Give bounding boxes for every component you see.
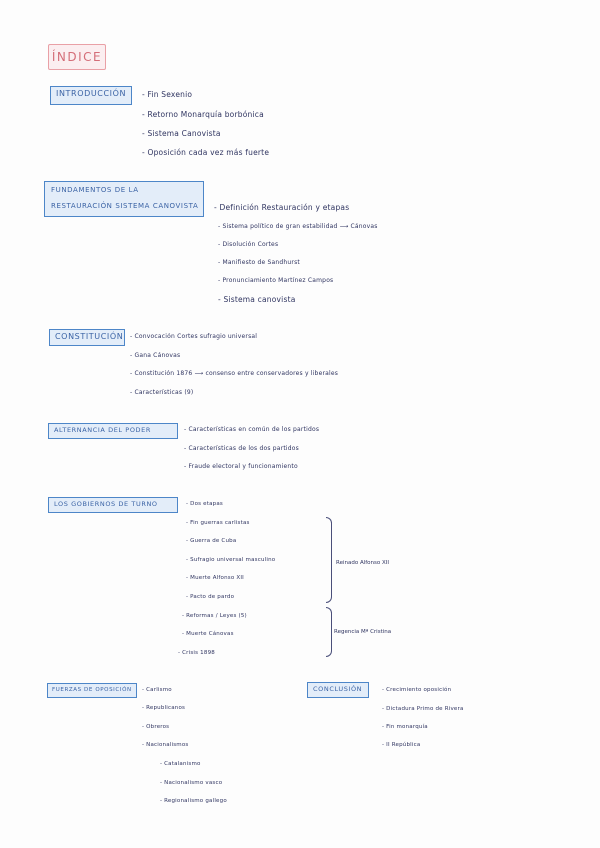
section-gobiernos-label: LOS GOBIERNOS DE TURNO	[48, 497, 178, 513]
alternancia-item-2: - Características de los dos partidos	[184, 445, 299, 452]
constitucion-item-3: - Constitución 1876 ⟶ consenso entre conservadores y liberales	[130, 370, 339, 377]
gobiernos-item-2: - Fin guerras carlistas	[186, 520, 250, 526]
intro-item-1: - Fin Sexenio	[142, 90, 193, 99]
section-intro-label: INTRODUCCIÓN	[50, 86, 132, 105]
conclusion-item-1: - Crecimiento oposición	[382, 687, 452, 693]
gobiernos-item-3: - Guerra de Cuba	[186, 538, 237, 544]
fundamentos-item-5: - Pronunciamiento Martínez Campos	[218, 277, 334, 284]
section-fundamentos-label	[44, 181, 204, 217]
constitucion-item-1: - Convocación Cortes sufragio universal	[130, 333, 258, 340]
oposicion-item-2: - Republicanos	[142, 705, 186, 711]
intro-item-3: - Sistema Canovista	[142, 129, 221, 138]
gobiernos-item-1: - Dos etapas	[186, 501, 223, 507]
oposicion-subitem-3: - Regionalismo gallego	[160, 798, 227, 804]
constitucion-item-4: - Características (9)	[130, 389, 194, 396]
brace-regencia-label: Regencia Mª Cristina	[334, 629, 392, 635]
conclusion-item-2: - Dictadura Primo de Rivera	[382, 706, 464, 712]
fundamentos-item-2: - Sistema político de gran estabilidad ⟶ Cánovas	[218, 223, 378, 230]
gobiernos-item-4: - Sufragio universal masculino	[186, 557, 276, 563]
gobiernos-item-5: - Muerte Alfonso XII	[186, 575, 244, 581]
section-constitucion-label: CONSTITUCIÓN	[49, 329, 125, 346]
fundamentos-item-3: - Disolución Cortes	[218, 241, 279, 248]
fundamentos-item-4: - Manifiesto de Sandhurst	[218, 259, 300, 266]
brace-reinado-label: Reinado Alfonso XII	[336, 560, 390, 566]
oposicion-item-4: - Nacionalismos	[142, 742, 189, 748]
intro-item-2: - Retorno Monarquía borbónica	[142, 110, 264, 119]
oposicion-subitem-2: - Nacionalismo vasco	[160, 780, 223, 786]
conclusion-item-4: - II República	[382, 742, 421, 748]
gobiernos-item-9: - Crisis 1898	[178, 650, 215, 656]
alternancia-item-1: - Características en común de los partidos	[184, 426, 320, 433]
alternancia-item-3: - Fraude electoral y funcionamiento	[184, 463, 298, 470]
conclusion-item-3: - Fin monarquía	[382, 724, 428, 730]
section-alternancia-label: ALTERNANCIA DEL PODER	[48, 423, 178, 439]
fundamentos-item-1: - Definición Restauración y etapas	[214, 203, 350, 212]
oposicion-subitem-1: - Catalanismo	[160, 761, 201, 767]
intro-item-4: - Oposición cada vez más fuerte	[142, 148, 270, 157]
oposicion-item-3: - Obreros	[142, 724, 170, 730]
gobiernos-item-7: - Reformas / Leyes (5)	[182, 613, 247, 619]
gobiernos-item-8: - Muerte Cánovas	[182, 631, 234, 637]
page-title: ÍNDICE	[48, 44, 106, 70]
brace-regencia	[326, 607, 332, 657]
gobiernos-item-6: - Pacto de pardo	[186, 594, 235, 600]
section-oposicion-label: FUERZAS DE OPOSICIÓN	[47, 683, 137, 698]
fundamentos-label-line2: RESTAURACIÓN SISTEMA CANOVISTA	[51, 202, 199, 210]
brace-reinado	[326, 517, 332, 603]
constitucion-item-2: - Gana Cánovas	[130, 352, 181, 359]
fundamentos-item-6: - Sistema canovista	[218, 295, 296, 304]
oposicion-item-1: - Carlismo	[142, 687, 172, 693]
fundamentos-label-line1: FUNDAMENTOS DE LA	[51, 186, 139, 194]
section-conclusion-label: CONCLUSIÓN	[307, 682, 369, 698]
